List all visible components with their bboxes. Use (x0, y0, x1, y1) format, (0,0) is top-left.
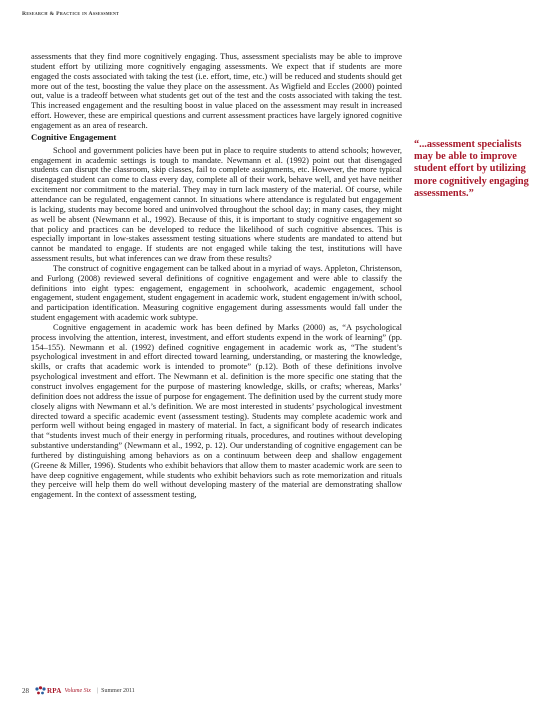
paragraph-1: assessments that they find more cognitively engaging. Thus, assessment specialists may be able to improve student effort by utilizing more cognitively engaging assessments. We expect that if students are more engaged the costs associated with taking the test (i.e. effort, time, etc.) will be reduced and students should get more out of the test, boosting the value they place on the assessment. As Wigfield and Eccles (2000) pointed out, value is a tradeoff between what students get out of the test and the costs associated with taking the test. This increased engagement and the resulting boost in value placed on the assessment may result in increased effort. However, these are empirical questions and current assessment practices have largely ignored cognitive engagement as an area of research. (31, 52, 402, 130)
rpa-logo (35, 686, 61, 696)
volume-label: Volume Six (64, 688, 91, 694)
running-head: Research & Practice in Assessment (22, 11, 120, 17)
page-footer (22, 683, 135, 699)
logo-text: RPA (47, 687, 62, 695)
article-body (31, 52, 402, 500)
paragraph-4: Cognitive engagement in academic work has been defined by Marks (2000) as, “A psychological process involving the attention, interest, investment, and effort students expend in the work of learning” (pp. 154–155). Newmann et al. (1992) defined cognitive engagement in academic work as, “The student’s psychological investment in and effort directed toward learning, understanding, or mastering the knowledge, skills, or crafts that academic work is intended to promote” (p.12). Both of these definitions involve psychological investment and effort. The Newmann et al. definition is the more specific one stating that the construct involves engagement for the purpose of mastering knowledge, skills, or crafts; whereas, Marks’ definition does not address the issue of purpose for engagement. The definition used by the current study more closely aligns with Newmann et al.’s definition. We are most interested in students’ psychological investment directed toward a specific academic event (assessment testing). Students may complete academic work and perform well without being engaged in mastery of material. In fact, a significant body of research indicates that “students invest much of their energy in performing rituals, procedures, and routines without developing substantive understanding” (Newmann et al., 1992, p. 12). Our understanding of cognitive engagement can be furthered by distinguishing among behaviors as on a continuum between deep and shallow engagement (Greene & Miller, 1996). Students who exhibit behaviors that allow them to master academic work are seen to have deep cognitive engagement, while students who exhibit behaviors such as rote memorization and rituals they perceive will help them do well without developing mastery of the material are demonstrating shallow engagement. In the context of assessment testing, (31, 322, 402, 500)
logo-dots-icon (35, 686, 46, 696)
paragraph-3: The construct of cognitive engagement can be talked about in a myriad of ways. Appleton, Christenson, and Furlong (2008) reviewed several definitions of cognitive engagement and were able to classify the definitions into eight types: engagement, engagement in schoolwork, academic engagement, school engagement, student engagement, student engagement in academic work, student engagement in/with school, and participation identification. Measuring cognitive engagement during assessments would fall under the student engagement with academic work subtype. (31, 263, 402, 323)
section-heading: Cognitive Engagement (31, 131, 117, 142)
issue-label: Summer 2011 (101, 688, 135, 694)
pull-quote: “...assessment specialists may be able to improve student effort by utilizing more cognitively engaging assessments.” (414, 139, 529, 199)
page-number: 28 (22, 687, 29, 695)
paragraph-2: School and government policies have been put in place to require students to attend schools; however, engagement in academic settings is tough to mandate. Newmann et al. (1992) point out that disengaged students can disrupt the classroom, skip classes, fail to complete assignments, etc. However, the more typical disengaged student can come to class every day, complete all of their work, behave well, and yet have neither excitement nor commitment to the material. They may in turn lack mastery of the material. Of course, while attendance can be regulated, engagement cannot. In situations where attendance is regulated but engagement is lacking, students may become bored and uninvolved throughout the school day; in many cases, they might as well be absent (Newmann et al., 1992). Because of this, it is important to study cognitive engagement so that policy and practices can be developed to reduce the likelihood of such cognitive absences. This is especially important in low-stakes assessment testing situations where students are mandated to attend but cannot be mandated to engage. If students are not engaged while taking the test, institutions will have assessment results, but what inferences can we draw from these results? (31, 145, 402, 264)
footer-separator: | (96, 688, 99, 694)
